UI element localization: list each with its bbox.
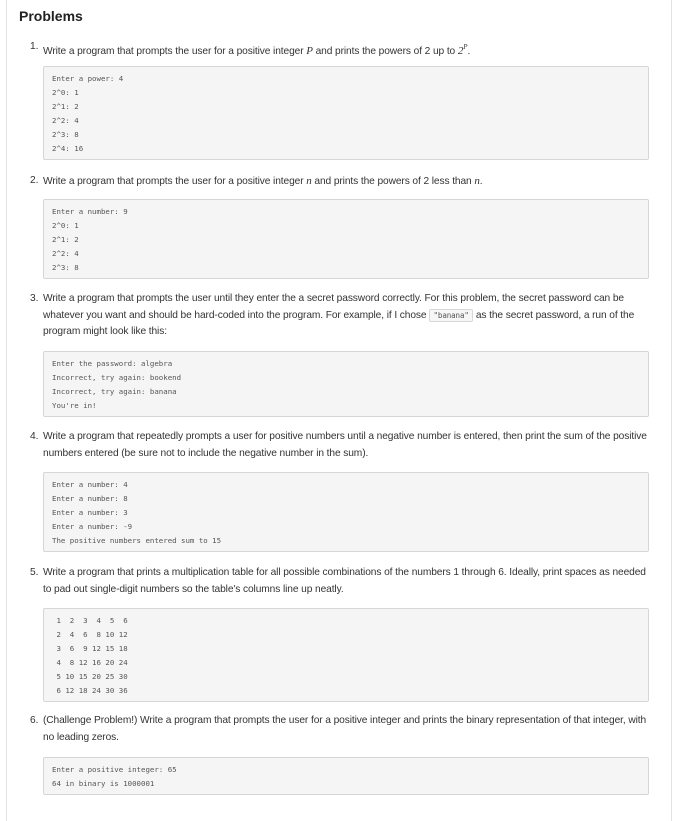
problem-1 xyxy=(30,39,650,61)
code-line: 5 10 15 20 25 30 xyxy=(52,672,128,681)
code-line: Enter a number: 3 xyxy=(52,508,128,517)
code-line: Incorrect, try again: banana xyxy=(52,387,177,396)
code-line: Enter a number: 4 xyxy=(52,480,128,489)
problem-number: 4. xyxy=(30,431,39,442)
problem-4-text: 4. Write a program that repeatedly prompts a user for positive numbers until a negative number is entered, then print the sum of the positive numbers entered (be sure not to include the negative number in the sum). xyxy=(30,431,647,459)
code-line: 2^4: 16 xyxy=(52,144,84,153)
problem-1-text: 1. Write a program that prompts the user for a positive integer P and prints the powers of 2 up to $2^P$. xyxy=(30,41,471,57)
inline-code: "banana" xyxy=(429,309,472,322)
code-line: Enter the password: algebra xyxy=(52,359,173,368)
code-block-2 xyxy=(43,199,649,279)
code-line: 2 4 6 8 10 12 xyxy=(52,630,128,639)
math-variable: n xyxy=(474,175,480,187)
problem-5 xyxy=(30,565,650,598)
problem-3-text: 3. Write a program that prompts the user until they enter the a secret password correctly. For this problem, the secret password can be whatever you want and should be hard-coded into the program. For example, if I chose "banana" as the secret password, a run of the program might look like this: xyxy=(30,293,635,337)
code-line: Enter a power: 4 xyxy=(52,74,124,83)
code-block-5 xyxy=(43,608,649,702)
problem-3 xyxy=(30,291,650,341)
problem-number: 2. xyxy=(30,175,39,186)
code-line: Enter a positive integer: 65 xyxy=(52,765,177,774)
code-line: 2^0: 1 xyxy=(52,88,79,97)
problem-number: 3. xyxy=(30,293,39,304)
problem-number: 6. xyxy=(30,715,39,726)
math-variable: n xyxy=(306,175,312,187)
code-line: 2^1: 2 xyxy=(52,235,79,244)
code-line: Enter a number: 8 xyxy=(52,494,128,503)
page-title: Problems xyxy=(19,8,83,24)
problem-5-text: 5. Write a program that prints a multiplication table for all possible combinations of the numbers 1 through 6. Ideally, print spaces as needed to pad out single-digit numbers so the table's columns line up neatly. xyxy=(30,567,646,595)
code-line: Incorrect, try again: bookend xyxy=(52,373,182,382)
code-line: 2^1: 2 xyxy=(52,102,79,111)
math-expression: $2^P$ xyxy=(457,43,468,57)
problem-number: 1. xyxy=(30,41,39,52)
problem-2-text: 2. Write a program that prompts the user for a positive integer n and prints the powers of 2 less than n. xyxy=(30,173,650,191)
code-line: 4 8 12 16 20 24 xyxy=(52,658,128,667)
code-block-3 xyxy=(43,351,649,417)
code-line: Enter a number: 9 xyxy=(52,207,128,216)
code-line: 64 in binary is 1000001 xyxy=(52,779,155,788)
code-line: 6 12 18 24 30 36 xyxy=(52,686,128,695)
code-line: Enter a number: -9 xyxy=(52,522,133,531)
code-line: 2^2: 4 xyxy=(52,116,79,125)
code-line: 2^0: 1 xyxy=(52,221,79,230)
math-variable: P xyxy=(306,45,313,57)
code-line: The positive numbers entered sum to 15 xyxy=(52,536,222,545)
code-line: 3 6 9 12 15 18 xyxy=(52,644,128,653)
code-line: 1 2 3 4 5 6 xyxy=(52,616,128,625)
code-block-6 xyxy=(43,757,649,795)
code-line: 2^3: 8 xyxy=(52,130,79,139)
problem-2 xyxy=(30,173,650,191)
code-block-4 xyxy=(43,472,649,552)
code-line: 2^2: 4 xyxy=(52,249,79,258)
code-line: You're in! xyxy=(52,401,97,410)
code-block-1 xyxy=(43,66,649,160)
problem-6-text: 6. (Challenge Problem!) Write a program that prompts the user for a positive integer and prints the binary representation of that integer, with no leading zeros. xyxy=(30,715,647,743)
problem-4 xyxy=(30,429,650,462)
problem-number: 5. xyxy=(30,567,39,578)
code-line: 2^3: 8 xyxy=(52,263,79,272)
problem-6 xyxy=(30,713,650,746)
